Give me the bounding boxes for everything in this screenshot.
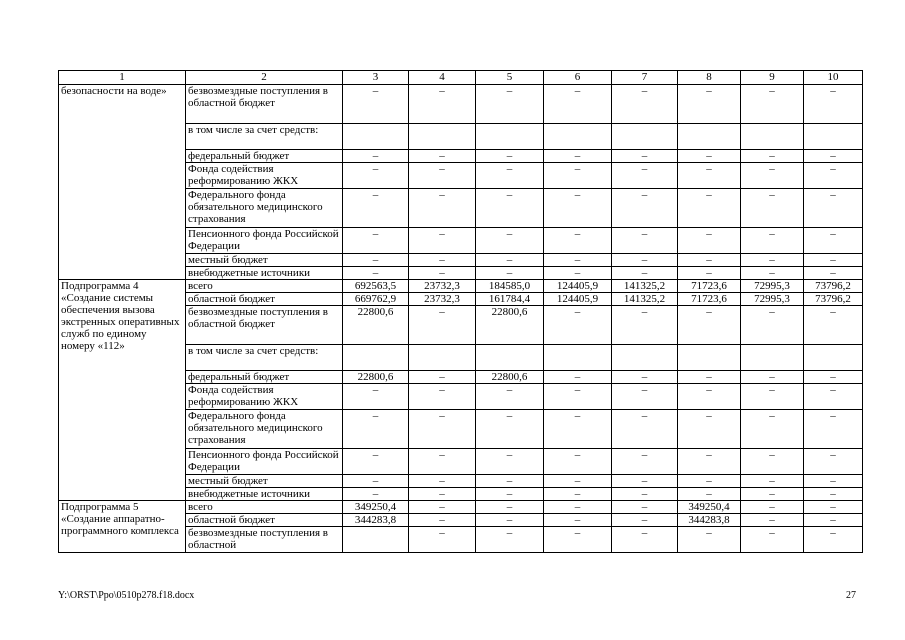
value-cell: –: [804, 527, 863, 553]
value-cell: [741, 345, 804, 371]
table-row: [59, 85, 863, 124]
value-cell: 124405,9: [544, 293, 612, 306]
value-cell: –: [343, 254, 409, 267]
value-cell: [741, 124, 804, 150]
value-cell: –: [544, 371, 612, 384]
value-cell: –: [741, 475, 804, 488]
value-cell: –: [612, 150, 678, 163]
value-cell: –: [544, 501, 612, 514]
table-row: [59, 501, 863, 514]
value-cell: –: [476, 189, 544, 228]
value-cell: –: [544, 449, 612, 475]
value-cell: 71723,6: [678, 280, 741, 293]
value-cell: –: [741, 189, 804, 228]
value-cell: –: [612, 228, 678, 254]
table-row: [59, 280, 863, 293]
header-cell: 9: [741, 71, 804, 85]
source-cell: всего: [186, 501, 343, 514]
value-cell: 23732,3: [409, 293, 476, 306]
value-cell: –: [409, 189, 476, 228]
value-cell: 72995,3: [741, 280, 804, 293]
value-cell: 141325,2: [612, 293, 678, 306]
value-cell: –: [678, 371, 741, 384]
value-cell: –: [741, 501, 804, 514]
source-cell: безвозмездные поступления в областной: [186, 527, 343, 553]
value-cell: –: [409, 514, 476, 527]
value-cell: [678, 345, 741, 371]
value-cell: –: [476, 228, 544, 254]
value-cell: –: [804, 384, 863, 410]
value-cell: –: [409, 449, 476, 475]
source-cell: Федерального фонда обязательного медицинского страхования: [186, 410, 343, 449]
value-cell: –: [612, 254, 678, 267]
value-cell: –: [409, 488, 476, 501]
value-cell: –: [678, 254, 741, 267]
value-cell: –: [678, 228, 741, 254]
value-cell: –: [804, 501, 863, 514]
value-cell: –: [544, 163, 612, 189]
value-cell: –: [544, 254, 612, 267]
value-cell: –: [612, 501, 678, 514]
value-cell: [544, 124, 612, 150]
value-cell: –: [741, 371, 804, 384]
value-cell: –: [612, 514, 678, 527]
value-cell: –: [678, 475, 741, 488]
value-cell: –: [741, 306, 804, 345]
value-cell: –: [544, 410, 612, 449]
value-cell: –: [476, 163, 544, 189]
value-cell: –: [544, 150, 612, 163]
value-cell: –: [476, 150, 544, 163]
header-row: [59, 71, 863, 85]
value-cell: –: [804, 150, 863, 163]
value-cell: –: [612, 85, 678, 124]
source-cell: внебюджетные источники: [186, 267, 343, 280]
value-cell: –: [343, 267, 409, 280]
source-cell: федеральный бюджет: [186, 150, 343, 163]
value-cell: –: [544, 306, 612, 345]
header-cell: 8: [678, 71, 741, 85]
value-cell: –: [741, 449, 804, 475]
value-cell: –: [544, 85, 612, 124]
budget-table: [58, 70, 863, 553]
value-cell: [409, 124, 476, 150]
value-cell: –: [804, 371, 863, 384]
value-cell: –: [612, 384, 678, 410]
value-cell: 72995,3: [741, 293, 804, 306]
value-cell: –: [612, 488, 678, 501]
value-cell: [678, 124, 741, 150]
value-cell: –: [804, 254, 863, 267]
value-cell: –: [741, 527, 804, 553]
value-cell: –: [544, 488, 612, 501]
value-cell: –: [409, 267, 476, 280]
value-cell: –: [612, 267, 678, 280]
value-cell: –: [804, 228, 863, 254]
value-cell: –: [476, 254, 544, 267]
value-cell: 124405,9: [544, 280, 612, 293]
value-cell: 692563,5: [343, 280, 409, 293]
value-cell: [409, 345, 476, 371]
value-cell: –: [804, 267, 863, 280]
value-cell: –: [678, 306, 741, 345]
value-cell: –: [476, 501, 544, 514]
value-cell: –: [343, 384, 409, 410]
source-cell: Пенсионного фонда Российской Федерации: [186, 228, 343, 254]
value-cell: –: [544, 475, 612, 488]
value-cell: –: [544, 228, 612, 254]
header-cell: 1: [59, 71, 186, 85]
value-cell: –: [343, 189, 409, 228]
value-cell: –: [476, 475, 544, 488]
value-cell: –: [409, 475, 476, 488]
value-cell: –: [409, 254, 476, 267]
value-cell: 23732,3: [409, 280, 476, 293]
source-cell: Фонда содействия реформированию ЖКХ: [186, 384, 343, 410]
value-cell: 22800,6: [343, 306, 409, 345]
value-cell: 73796,2: [804, 280, 863, 293]
value-cell: –: [409, 371, 476, 384]
value-cell: –: [544, 267, 612, 280]
value-cell: 73796,2: [804, 293, 863, 306]
value-cell: –: [741, 85, 804, 124]
value-cell: –: [476, 449, 544, 475]
value-cell: –: [343, 488, 409, 501]
value-cell: –: [409, 163, 476, 189]
value-cell: [476, 124, 544, 150]
value-cell: –: [741, 254, 804, 267]
value-cell: –: [678, 150, 741, 163]
value-cell: –: [476, 85, 544, 124]
value-cell: 344283,8: [678, 514, 741, 527]
value-cell: –: [612, 163, 678, 189]
value-cell: –: [612, 189, 678, 228]
value-cell: –: [804, 449, 863, 475]
value-cell: –: [741, 228, 804, 254]
value-cell: –: [343, 85, 409, 124]
value-cell: –: [741, 488, 804, 501]
value-cell: –: [612, 449, 678, 475]
value-cell: 22800,6: [476, 306, 544, 345]
value-cell: 669762,9: [343, 293, 409, 306]
header-cell: 5: [476, 71, 544, 85]
value-cell: [544, 345, 612, 371]
value-cell: –: [678, 449, 741, 475]
header-cell: 3: [343, 71, 409, 85]
page-number: 27: [846, 590, 856, 601]
header-cell: 6: [544, 71, 612, 85]
value-cell: 344283,8: [343, 514, 409, 527]
value-cell: [343, 345, 409, 371]
source-cell: областной бюджет: [186, 514, 343, 527]
value-cell: –: [678, 189, 741, 228]
footer-file-path: Y:\ORST\Ppo\0510p278.f18.docx: [58, 590, 195, 601]
value-cell: –: [476, 514, 544, 527]
value-cell: –: [612, 371, 678, 384]
value-cell: [612, 124, 678, 150]
value-cell: –: [741, 410, 804, 449]
value-cell: –: [476, 488, 544, 501]
value-cell: –: [544, 384, 612, 410]
value-cell: –: [804, 306, 863, 345]
value-cell: –: [409, 228, 476, 254]
value-cell: –: [409, 306, 476, 345]
header-cell: 2: [186, 71, 343, 85]
value-cell: –: [678, 488, 741, 501]
value-cell: –: [741, 150, 804, 163]
value-cell: –: [612, 410, 678, 449]
value-cell: 22800,6: [343, 371, 409, 384]
value-cell: –: [476, 410, 544, 449]
value-cell: –: [804, 514, 863, 527]
source-cell: всего: [186, 280, 343, 293]
value-cell: –: [343, 410, 409, 449]
value-cell: –: [343, 163, 409, 189]
source-cell: Фонда содействия реформированию ЖКХ: [186, 163, 343, 189]
value-cell: –: [409, 85, 476, 124]
value-cell: [476, 345, 544, 371]
value-cell: –: [612, 527, 678, 553]
value-cell: [612, 345, 678, 371]
value-cell: –: [678, 85, 741, 124]
value-cell: –: [612, 475, 678, 488]
program-cell: Подпрограмма 4 «Создание системы обеспечения вызова экстренных оперативных служб по единому номеру «112»: [59, 280, 186, 501]
value-cell: –: [804, 189, 863, 228]
value-cell: 71723,6: [678, 293, 741, 306]
value-cell: –: [804, 475, 863, 488]
value-cell: 161784,4: [476, 293, 544, 306]
value-cell: –: [741, 163, 804, 189]
value-cell: –: [476, 384, 544, 410]
source-cell: областной бюджет: [186, 293, 343, 306]
value-cell: [804, 345, 863, 371]
value-cell: –: [804, 85, 863, 124]
value-cell: –: [741, 384, 804, 410]
source-cell: федеральный бюджет: [186, 371, 343, 384]
value-cell: 349250,4: [343, 501, 409, 514]
value-cell: –: [409, 150, 476, 163]
value-cell: –: [741, 514, 804, 527]
value-cell: –: [804, 410, 863, 449]
program-cell: Подпрограмма 5 «Создание аппаратно-программного комплекса: [59, 501, 186, 553]
value-cell: –: [343, 475, 409, 488]
program-cell: безопасности на воде»: [59, 85, 186, 280]
value-cell: –: [544, 527, 612, 553]
source-cell: безвозмездные поступления в областной бюджет: [186, 85, 343, 124]
value-cell: –: [409, 384, 476, 410]
source-cell: безвозмездные поступления в областной бюджет: [186, 306, 343, 345]
value-cell: –: [544, 514, 612, 527]
source-cell: местный бюджет: [186, 254, 343, 267]
value-cell: –: [343, 449, 409, 475]
source-cell: Пенсионного фонда Российской Федерации: [186, 449, 343, 475]
value-cell: [343, 124, 409, 150]
value-cell: –: [476, 267, 544, 280]
value-cell: –: [678, 163, 741, 189]
value-cell: 184585,0: [476, 280, 544, 293]
source-cell: внебюджетные источники: [186, 488, 343, 501]
value-cell: –: [678, 527, 741, 553]
value-cell: 349250,4: [678, 501, 741, 514]
value-cell: –: [343, 228, 409, 254]
value-cell: –: [678, 267, 741, 280]
value-cell: –: [612, 306, 678, 345]
value-cell: –: [741, 267, 804, 280]
header-cell: 7: [612, 71, 678, 85]
value-cell: –: [678, 384, 741, 410]
value-cell: –: [409, 501, 476, 514]
header-cell: 10: [804, 71, 863, 85]
source-cell: в том числе за счет средств:: [186, 124, 343, 150]
value-cell: –: [476, 527, 544, 553]
value-cell: –: [804, 488, 863, 501]
value-cell: –: [678, 410, 741, 449]
value-cell: –: [409, 410, 476, 449]
header-cell: 4: [409, 71, 476, 85]
value-cell: –: [544, 189, 612, 228]
source-cell: местный бюджет: [186, 475, 343, 488]
value-cell: [804, 124, 863, 150]
value-cell: 22800,6: [476, 371, 544, 384]
value-cell: –: [409, 527, 476, 553]
value-cell: [343, 527, 409, 553]
value-cell: –: [804, 163, 863, 189]
source-cell: в том числе за счет средств:: [186, 345, 343, 371]
source-cell: Федерального фонда обязательного медицинского страхования: [186, 189, 343, 228]
value-cell: –: [343, 150, 409, 163]
value-cell: 141325,2: [612, 280, 678, 293]
